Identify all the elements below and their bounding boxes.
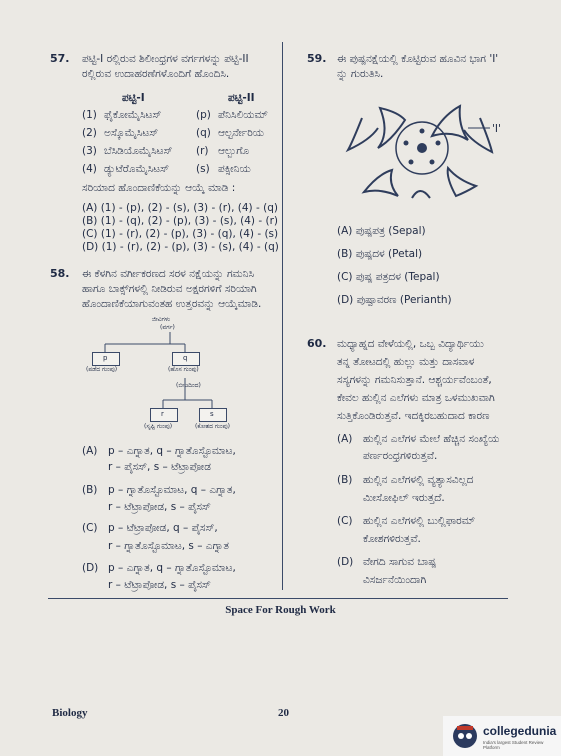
q57-row-item2: ಆಲ್ಬುಗೊ	[218, 145, 250, 157]
q59-number: 59.	[307, 52, 327, 65]
q58-option-c-line1[interactable]: p – ಟೆಟ್ರಾಪೋಡ, q – ಪೈಸಸ್,	[108, 522, 218, 534]
q57-row-letter: (q)	[196, 127, 211, 139]
floral-diagram	[330, 88, 520, 210]
q57-row-item1: ಡ್ಯುಟೆರೊಮೈಸಿಟಸ್	[104, 163, 170, 175]
q57-option-b[interactable]: (B) (1) - (q), (2) - (p), (3) - (s), (4) - (r)	[82, 215, 278, 227]
q58-option-a-line1[interactable]: p – ಎಗ್ನಾತ, q – ಗ್ನಾತೊಸ್ಟೊಮಾಟ,	[108, 445, 236, 457]
q58-option-c-line2[interactable]: r – ಗ್ನಾತೊಸ್ಟೊಮಾಟ, s – ಎಗ್ನಾತ	[108, 540, 229, 552]
q57-list1-heading: ಪಟ್ಟಿ-I	[122, 92, 145, 104]
q57-row-letter: (r)	[196, 145, 209, 157]
diagram-root-sub: (ವರ್ಗ)	[160, 324, 175, 331]
collegedunia-watermark	[443, 716, 561, 756]
collegedunia-name: collegedunia	[483, 724, 557, 738]
q57-option-a[interactable]: (A) (1) - (p), (2) - (s), (3) - (r), (4) - (q)	[82, 202, 278, 214]
q60-option-a-line1[interactable]: ಹುಲ್ಲಿನ ಎಲೆಗಳ ಮೇಲೆ ಹೆಚ್ಚಿನ ಸಂಖ್ಯೆಯ	[363, 433, 500, 445]
q60-option-c-line1[interactable]: ಹುಲ್ಲಿನ ಎಲೆಗಳಲ್ಲಿ ಬುಲ್ಲಿಫಾರಮ್	[363, 515, 476, 527]
q59-text-line1: ಈ ಪುಷ್ಪನಕ್ಷೆಯಲ್ಲಿ ಕೊಟ್ಟಿರುವ ಹೂವಿನ ಭಾಗ 'I'	[337, 53, 499, 65]
q60-text-line: ತನ್ನ ತೋಟದಲ್ಲಿ ಹುಲ್ಲು ಮತ್ತು ದಾಸವಾಳ	[337, 356, 475, 368]
diagram-mid-label: (ಬೀಜದಿಂದ)	[176, 382, 201, 389]
diagram-box-q	[172, 352, 200, 366]
q60-option-d-line1[interactable]: ವೇಗದಿ ಸಾಗುವ ಬಾಷ್ಪ	[363, 556, 437, 568]
q58-option-b-line2[interactable]: r – ಟೆಟ್ರಾಪೋಡ, s – ಪೈಸಸ್	[108, 501, 211, 513]
q57-row-item1: ಅಸ್ಕೊಮೈಸಿಟಸ್	[104, 127, 159, 139]
q58-option-b-label[interactable]: (B)	[82, 484, 98, 496]
q57-row-item2: ಆಲ್ಟರ್ನೇರಿಯ	[218, 127, 265, 139]
q60-text-line: ಕೇವಲ ಹುಲ್ಲಿನ ಎಲೆಗಳು ಮಾತ್ರ ಒಳಮುಖವಾಗಿ	[337, 392, 495, 404]
q58-text-line2: ಹಾಗೂ ಬಾಕ್ಸ್‌ಗಳಲ್ಲಿ ನೀಡಿರುವ ಅಕ್ಷರಗಳಿಗೆ ಸರಿಯಾಗಿ	[82, 283, 257, 295]
q57-row-letter: (s)	[196, 163, 210, 175]
q60-option-a-line2[interactable]: ಪರ್ಣರಂಧ್ರಗಳಿರುತ್ತವೆ.	[363, 450, 438, 462]
q60-option-d-label[interactable]: (D)	[337, 556, 354, 568]
q59-option-a[interactable]: (A) ಪುಷ್ಪಪತ್ರ (Sepal)	[337, 225, 426, 237]
q60-text-line: ಸುತ್ತಿಕೊಂಡಿರುತ್ತವೆ. ಇದಕ್ಕಿರಬಹುದಾದ ಕಾರಣ	[337, 410, 490, 422]
q60-text-line: ಮಧ್ಯಾಹ್ನದ ವೇಳೆಯಲ್ಲಿ, ಒಬ್ಬ ವಿದ್ಯಾರ್ಥಿಯು	[337, 338, 484, 350]
q57-row-letter: (p)	[196, 109, 211, 121]
diagram-box-r-sub: (ಸೃಷ್ಟಿ ಗುಂಪು)	[144, 423, 173, 430]
q57-text-line1: ಪಟ್ಟಿ-I ರಲ್ಲಿರುವ ಶಿಲೀಂಧ್ರಗಳ ವರ್ಗಗಳನ್ನು ಪಟ್ಟಿ-II	[82, 53, 249, 65]
q58-option-d-label[interactable]: (D)	[82, 562, 99, 574]
floral-label-i: 'I'	[492, 123, 501, 135]
q59-text-line2: ನ್ನು ಗುರುತಿಸಿ.	[337, 68, 384, 80]
q57-instruction: ಸರಿಯಾದ ಹೊಂದಾಣಿಕೆಯನ್ನು ಆಯ್ಕೆ ಮಾಡಿ :	[82, 182, 236, 194]
rough-work-divider	[48, 598, 508, 599]
q60-option-a-label[interactable]: (A)	[337, 433, 353, 445]
q60-number: 60.	[307, 337, 327, 350]
q57-option-c[interactable]: (C) (1) - (r), (2) - (p), (3) - (q), (4) - (s)	[82, 228, 279, 240]
q57-number: 57.	[50, 52, 70, 65]
diagram-box-s-label: s	[210, 410, 214, 418]
diagram-box-s	[199, 408, 227, 422]
diagram-box-q-label: q	[183, 354, 188, 362]
diagram-box-q-sub: (ಹೊಸ ಗುಂಪು)	[168, 366, 199, 373]
q58-option-d-line1[interactable]: p – ಎಗ್ನಾತ, q – ಗ್ನಾತೊಸ್ಟೊಮಾಟ,	[108, 562, 236, 574]
q60-option-b-line2[interactable]: ಮೀಸೋಫಿಲ್ ಇರುತ್ತದೆ.	[363, 492, 445, 504]
q58-option-d-line2[interactable]: r – ಟೆಟ್ರಾಪೋಡ, s – ಪೈಸಸ್	[108, 579, 211, 591]
q57-row-item1: ಬೆಸಿಡಿಯೊಮೈಸಿಟಸ್	[104, 145, 173, 157]
q57-row-num: (3)	[82, 145, 97, 157]
q57-row-num: (2)	[82, 127, 97, 139]
q58-option-a-label[interactable]: (A)	[82, 445, 98, 457]
q58-option-b-line1[interactable]: p – ಗ್ನಾತೊಸ್ಟೊಮಾಟ, q – ಎಗ್ನಾತ,	[108, 484, 236, 496]
q57-text-line2: ರಲ್ಲಿರುವ ಉದಾಹರಣೆಗಳೊಂದಿಗೆ ಹೊಂದಿಸಿ.	[82, 68, 230, 80]
collegedunia-tagline: India's largest Student Review Platform	[483, 740, 544, 750]
q57-row-num: (1)	[82, 109, 97, 121]
q60-option-c-label[interactable]: (C)	[337, 515, 353, 527]
q57-list2-heading: ಪಟ್ಟಿ-II	[228, 92, 255, 104]
q57-option-d[interactable]: (D) (1) - (r), (2) - (p), (3) - (s), (4) - (q)	[82, 241, 279, 253]
rough-work-label: Space For Rough Work	[225, 604, 336, 616]
q58-option-a-line2[interactable]: r – ಪೈಸಸ್, s – ಟೆಟ್ರಾಪೋಡ	[108, 461, 211, 473]
q60-option-b-label[interactable]: (B)	[337, 474, 353, 486]
collegedunia-logo-icon	[451, 722, 479, 750]
footer-subject: Biology	[52, 707, 88, 719]
diagram-box-r-label: r	[161, 410, 164, 418]
q59-option-d[interactable]: (D) ಪುಷ್ಪಾವರಣ (Perianth)	[337, 294, 452, 306]
q57-row-item2: ಪೆನಿಸಿಲಿಯಮ್	[218, 109, 268, 121]
q57-row-num: (4)	[82, 163, 97, 175]
q58-number: 58.	[50, 267, 70, 280]
q59-option-b[interactable]: (B) ಪುಷ್ಪದಳ (Petal)	[337, 248, 423, 260]
q58-text-line3: ಹೊಂದಾಣಿಕೆಯಾಗುವಂತಹ ಉತ್ತರವನ್ನು ಆಯ್ಕೆಮಾಡಿ.	[82, 298, 262, 310]
footer-page-number: 20	[278, 707, 289, 719]
diagram-box-r	[150, 408, 178, 422]
q60-text-line: ಸಸ್ಯಗಳನ್ನು ಗಮನಿಸುತ್ತಾನೆ. ಆಶ್ಚರ್ಯವೆಂಬಂತೆ,	[337, 374, 492, 386]
q60-option-b-line1[interactable]: ಹುಲ್ಲಿನ ಎಲೆಗಳಲ್ಲಿ ವ್ಯತ್ಯಾಸವಿಲ್ಲದ	[363, 474, 474, 486]
q58-option-c-label[interactable]: (C)	[82, 522, 98, 534]
q58-text-line1: ಈ ಕೆಳಗಿನ ವರ್ಗೀಕರಣದ ಸರಳ ನಕ್ಷೆಯನ್ನು ಗಮನಿಸಿ	[82, 268, 255, 280]
q57-row-item2: ಪಕ್ಸೀನಿಯ	[218, 163, 251, 175]
q60-option-d-line2[interactable]: ವಿಸರ್ಜನೆಯಿಂದಾಗಿ	[363, 574, 427, 586]
q60-option-c-line2[interactable]: ಕೋಶಗಳಿರುತ್ತವೆ.	[363, 533, 421, 545]
q57-row-item1: ಫೈಕೋಮೈಸಿಟಸ್	[104, 109, 162, 121]
diagram-box-s-sub: (ಕೋಶದ ಗುಂಪು)	[195, 423, 230, 430]
diagram-box-p-label: p	[103, 354, 108, 362]
diagram-box-p	[92, 352, 120, 366]
diagram-box-p-sub: (ಪಡೆದ ಗುಂಪು)	[86, 366, 118, 373]
q59-option-c[interactable]: (C) ಪುಷ್ಪ ಪತ್ರದಳ (Tepal)	[337, 271, 440, 283]
diagram-root-label: ಜೀವಿಗಳು	[152, 316, 171, 323]
